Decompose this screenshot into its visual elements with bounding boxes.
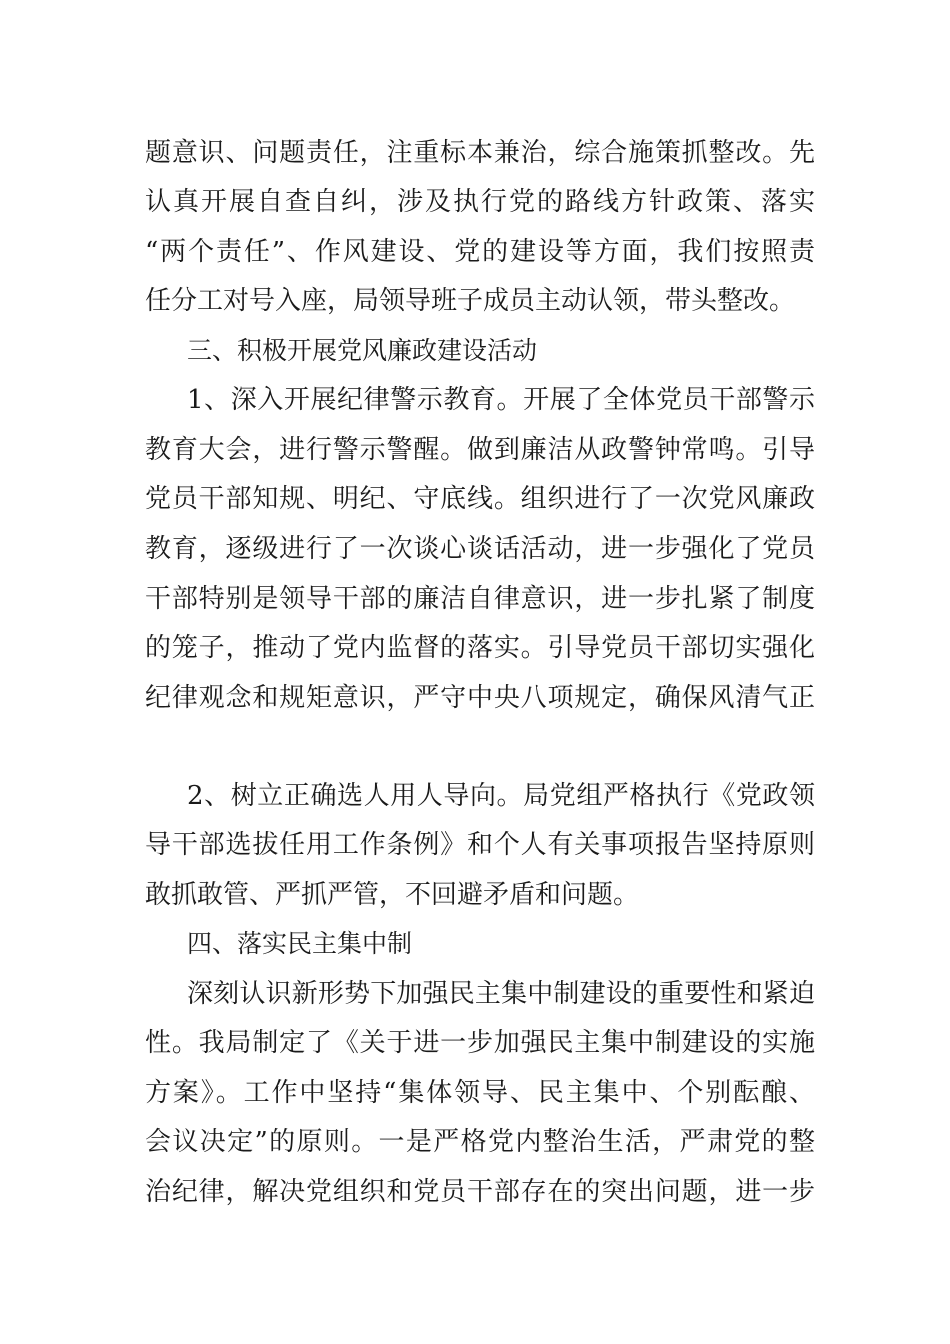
- text-line: 敢抓敢管、严抓严管，不回避矛盾和问题。: [145, 880, 640, 910]
- text-line: 党员干部知规、明纪、守底线。组织进行了一次党风廉政: [145, 484, 815, 514]
- text-line: 治纪律，解决党组织和党员干部存在的突出问题，进一步: [145, 1177, 815, 1207]
- text-line: 的笼子，推动了党内监督的落实。引导党员干部切实强化: [145, 633, 815, 663]
- text-line: 纪律观念和规矩意识，严守中央八项规定，确保风清气正: [145, 683, 815, 713]
- text-line: 题意识、问题责任，注重标本兼治，综合施策抓整改。先: [145, 138, 815, 168]
- text-line: 方案》。工作中坚持“集体领导、民主集中、个别酝酿、: [145, 1078, 815, 1108]
- text-line: 会议决定”的原则。一是严格党内整治生活，严肃党的整: [145, 1127, 815, 1157]
- paragraph-first-line: 2、树立正确选人用人导向。局党组严格执行《党政领: [187, 781, 815, 811]
- text-line: 性。我局制定了《关于进一步加强民主集中制建设的实施: [145, 1028, 815, 1058]
- paragraph-first-line: 深刻认识新形势下加强民主集中制建设的重要性和紧迫: [187, 979, 815, 1009]
- text-line: 教育，逐级进行了一次谈心谈话活动，进一步强化了党员: [145, 534, 815, 564]
- text-line: 任分工对号入座，局领导班子成员主动认领，带头整改。: [145, 286, 796, 316]
- section-heading: 四、落实民主集中制: [187, 929, 413, 958]
- text-line: 干部特别是领导干部的廉洁自律意识，进一步扎紧了制度: [145, 584, 815, 614]
- paragraph-first-line: 1、深入开展纪律警示教育。开展了全体党员干部警示: [187, 385, 815, 415]
- text-line: 认真开展自查自纠，涉及执行党的路线方针政策、落实: [145, 187, 815, 217]
- text-line: “两个责任”、作风建设、党的建设等方面，我们按照责: [145, 237, 815, 267]
- section-heading: 三、积极开展党风廉政建设活动: [187, 336, 538, 365]
- text-line: 导干部选拔任用工作条例》和个人有关事项报告坚持原则: [145, 830, 815, 860]
- text-line: 教育大会，进行警示警醒。做到廉洁从政警钟常鸣。引导: [145, 435, 815, 465]
